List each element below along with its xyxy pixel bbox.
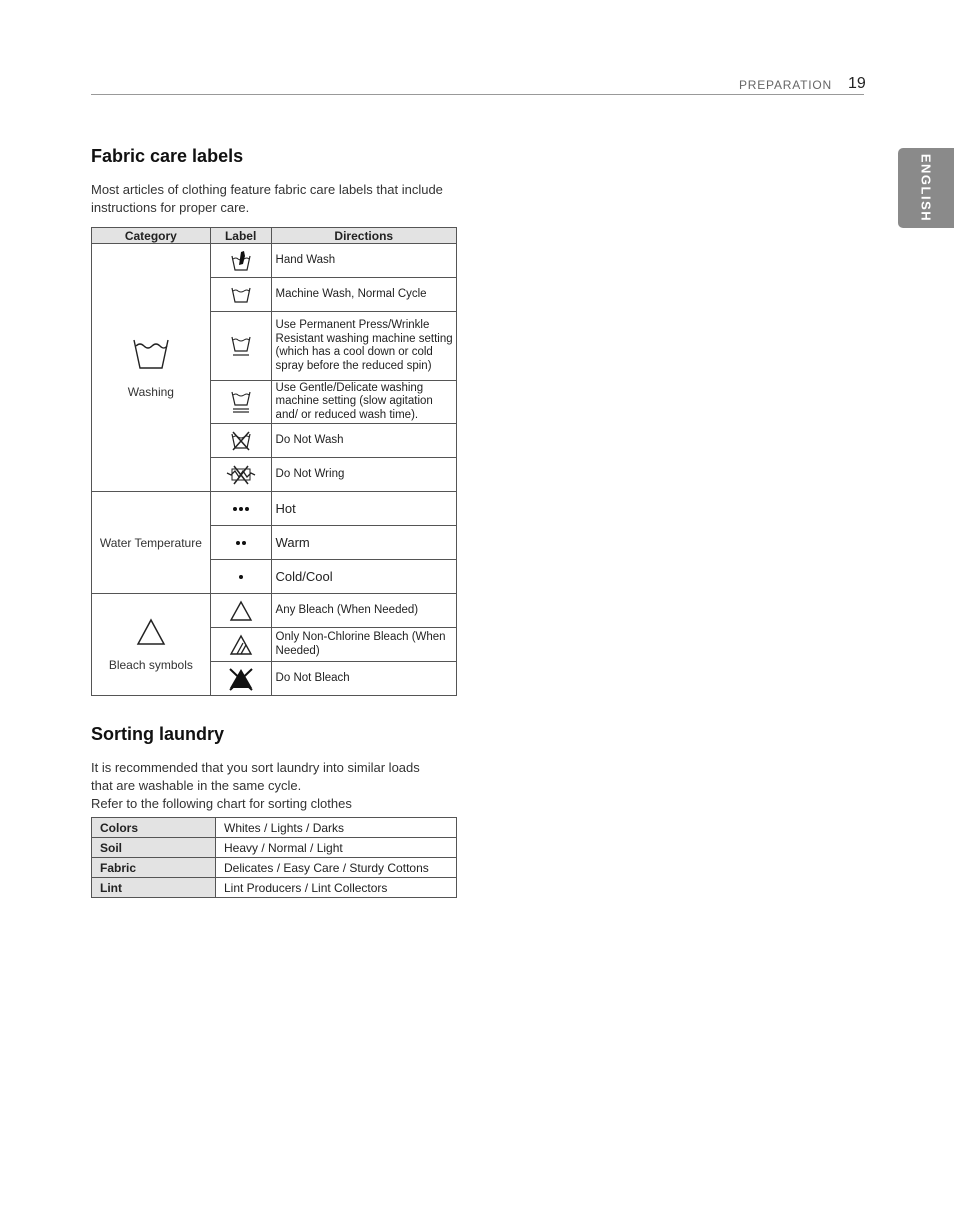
table-row (92, 492, 457, 526)
any-bleach-icon (229, 600, 253, 622)
gentle-delicate-icon (230, 390, 252, 414)
do-not-bleach-icon (227, 667, 255, 691)
do-not-wring-icon (226, 465, 256, 485)
table-row (92, 594, 457, 628)
table-row (92, 858, 457, 878)
sorting-table (91, 817, 457, 898)
sort-value: Lint Producers / Lint Collectors (216, 878, 457, 898)
label-cell (210, 244, 271, 278)
sort-value: Delicates / Easy Care / Sturdy Cottons (216, 858, 457, 878)
fabric-care-table (91, 227, 457, 696)
sort-key: Lint (92, 878, 216, 898)
header-divider (91, 94, 864, 95)
label-cell (210, 492, 271, 526)
two-dots-icon (234, 539, 248, 547)
fabric-care-intro: Most articles of clothing feature fabric care labels that include instructions for proper care. (91, 182, 443, 215)
sorting-intro-line: It is recommended that you sort laundry into similar loads (91, 760, 420, 775)
table-row (92, 838, 457, 858)
hand-wash-icon (230, 250, 252, 272)
sort-key: Fabric (92, 858, 216, 878)
label-cell (210, 662, 271, 696)
header-section-label: PREPARATION (738, 78, 832, 92)
direction-text: Machine Wash, Normal Cycle (271, 278, 456, 312)
label-cell (210, 312, 271, 381)
label-cell (210, 560, 271, 594)
direction-text: Warm (271, 526, 456, 560)
machine-wash-icon (230, 285, 252, 305)
table-header-row (92, 228, 457, 244)
direction-text: Do Not Bleach (271, 662, 456, 696)
sorting-intro-line: that are washable in the same cycle. (91, 778, 302, 793)
permanent-press-icon (230, 335, 252, 357)
label-cell (210, 628, 271, 662)
category-label: Water Temperature (99, 535, 202, 550)
language-tab (898, 148, 954, 228)
table-row (92, 818, 457, 838)
one-dot-icon (237, 573, 245, 581)
sort-key: Colors (92, 818, 216, 838)
label-cell (210, 381, 271, 424)
category-water-temperature (92, 492, 211, 594)
direction-text: Hand Wash (271, 244, 456, 278)
direction-text: Do Not Wring (271, 458, 456, 492)
label-cell (210, 594, 271, 628)
category-label: Washing (127, 384, 174, 399)
direction-text: Any Bleach (When Needed) (271, 594, 456, 628)
direction-text: Hot (271, 492, 456, 526)
three-dots-icon (231, 505, 251, 513)
column-header-directions: Directions (271, 228, 456, 244)
direction-text: Use Gentle/Delicate washing machine setting (slow agitation and/ or reduced wash time). (271, 381, 456, 424)
direction-text: Do Not Wash (271, 424, 456, 458)
label-cell (210, 458, 271, 492)
label-cell (210, 526, 271, 560)
wash-tub-icon (131, 337, 171, 371)
language-tab-label: ENGLISH (918, 153, 934, 223)
table-row (92, 244, 457, 278)
column-header-label: Label (210, 228, 271, 244)
direction-text: Only Non-Chlorine Bleach (When Needed) (271, 628, 456, 662)
label-cell (210, 424, 271, 458)
direction-text: Use Permanent Press/Wrinkle Resistant washing machine setting (which has a cool down or cold spray before the reduced spin) (271, 312, 456, 381)
direction-text: Cold/Cool (271, 560, 456, 594)
do-not-wash-icon (230, 431, 252, 451)
label-cell (210, 278, 271, 312)
page-number: 19 (848, 75, 866, 92)
sort-value: Heavy / Normal / Light (216, 838, 457, 858)
column-header-category: Category (92, 228, 211, 244)
sort-value: Whites / Lights / Darks (216, 818, 457, 838)
category-washing (92, 244, 211, 492)
category-bleach (92, 594, 211, 696)
fabric-care-title: Fabric care labels (91, 146, 244, 166)
bleach-triangle-icon (136, 618, 166, 646)
sort-key: Soil (92, 838, 216, 858)
non-chlorine-bleach-icon (229, 634, 253, 656)
sorting-intro-line: Refer to the following chart for sorting clothes (91, 796, 352, 811)
table-row (92, 878, 457, 898)
category-label: Bleach symbols (108, 657, 193, 672)
sorting-title: Sorting laundry (91, 724, 225, 744)
sorting-intro (91, 759, 420, 813)
